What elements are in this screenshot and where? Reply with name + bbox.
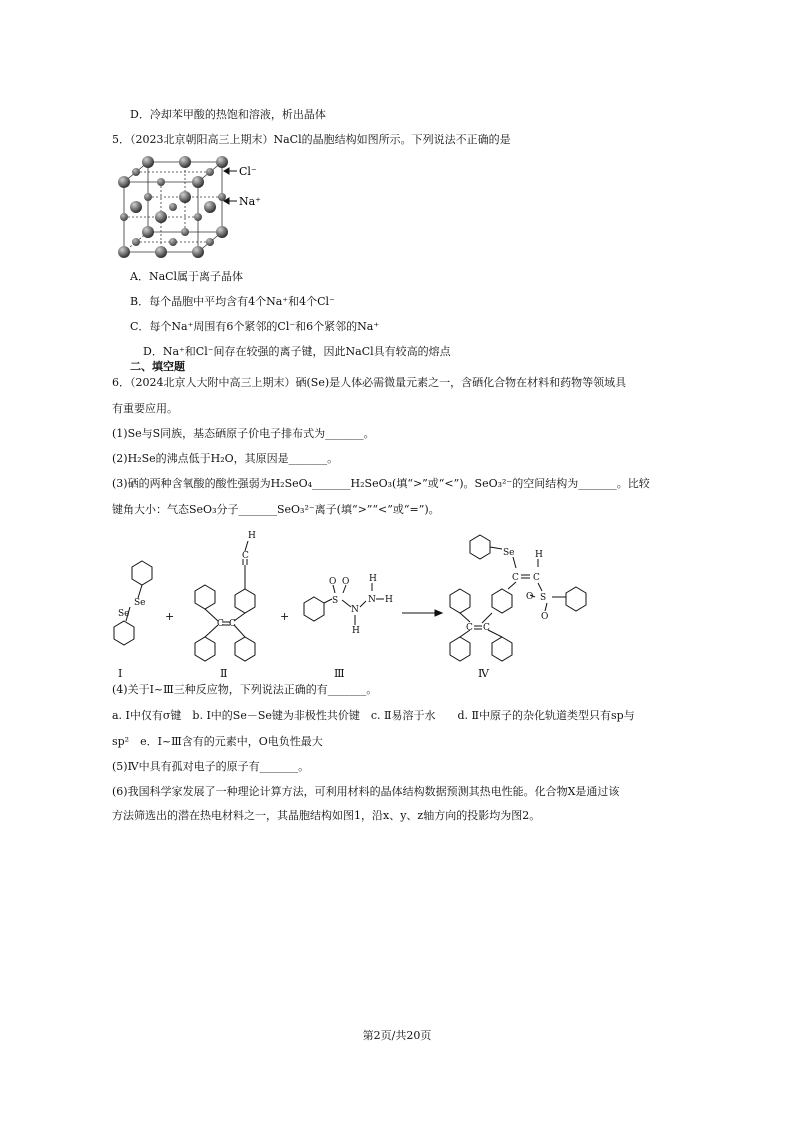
- q5-option-a: A．NaCl属于离子晶体: [130, 270, 244, 283]
- atom-n: N: [368, 595, 376, 605]
- plus-sign: +: [280, 610, 290, 623]
- benzene-ring: [235, 589, 255, 613]
- atom-h: H: [352, 626, 360, 636]
- page-footer: 第2页/共20页: [362, 1029, 432, 1042]
- benzene-ring: [492, 589, 512, 613]
- nacl-crystal-figure: [112, 152, 282, 262]
- atom-h: H: [248, 531, 256, 541]
- q4-option-d: D．冷却苯甲酸的热饱和溶液，析出晶体: [130, 108, 326, 121]
- q6-part1: (1)Se与S同族，基态硒原子价电子排布式为_______。: [112, 427, 375, 440]
- q6-stem-line1: 6．（2024北京人大附中高三上期末）硒(Se)是人体必需微量元素之一，含硒化合物在材料和药物等领域具: [112, 376, 627, 389]
- benzene-ring: [450, 637, 470, 661]
- q6-part5: (5)Ⅳ中具有孤对电子的原子有_______。: [112, 760, 310, 773]
- atom-se: Se: [118, 609, 130, 619]
- q6-part4: (4)关于Ⅰ~Ⅲ三种反应物，下列说法正确的有_______。: [112, 683, 378, 696]
- label-compound-1: Ⅰ: [118, 667, 123, 680]
- atom-h: H: [385, 595, 393, 605]
- atom-h: H: [369, 574, 377, 584]
- atom-c: C: [483, 623, 490, 633]
- benzene-ring: [114, 621, 134, 645]
- label-compound-3: Ⅲ: [334, 667, 345, 680]
- benzene-ring: [450, 589, 470, 613]
- q6-part2: (2)H₂Se的沸点低于H₂O，其原因是_______。: [112, 452, 339, 465]
- q5-option-d: D．Na⁺和Cl⁻间存在较强的离子键，因此NaCl具有较高的熔点: [143, 345, 451, 358]
- benzene-ring: [195, 637, 215, 661]
- benzene-ring: [235, 637, 255, 661]
- atom-o: O: [541, 612, 549, 622]
- q5-stem: 5．（2023北京朝阳高三上期末）NaCl的晶胞结构如图所示。下列说法不正确的是: [112, 133, 511, 146]
- atom-o: O: [329, 577, 337, 587]
- atom-o: O: [526, 592, 534, 602]
- q6-part4-options-line1: a. Ⅰ中仅有σ键 b. Ⅰ中的Se－Se键为非极性共价键 c. Ⅱ易溶于水 d. Ⅱ中原子的杂化轨道类型只有sp与: [112, 709, 635, 722]
- atom-o: O: [342, 577, 350, 587]
- atom-c: C: [242, 551, 249, 561]
- benzene-ring: [304, 597, 324, 621]
- atom-s: S: [540, 593, 547, 603]
- benzene-ring: [492, 637, 512, 661]
- q5-option-b: B．每个晶胞中平均含有4个Na⁺和4个Cl⁻: [130, 295, 335, 308]
- benzene-ring: [195, 585, 215, 609]
- q6-part6-line2: 方法筛选出的潜在热电材料之一，其晶胞结构如图1，沿x、y、z轴方向的投影均为图2。: [112, 809, 541, 822]
- q6-part4-options-line2: sp² e．Ⅰ~Ⅲ含有的元素中，O电负性最大: [112, 735, 323, 748]
- atom-c: C: [217, 619, 224, 629]
- q6-part3-line1: (3)硒的两种含氧酸的酸性强弱为H₂SeO₄_______H₂SeO₃(填“>”或“<”)。SeO₃²⁻的空间结构为_______。比较: [112, 477, 650, 490]
- benzene-ring: [132, 561, 152, 585]
- section-heading: 二、填空题: [130, 360, 185, 373]
- atom-c: C: [512, 573, 519, 583]
- q5-option-c: C．每个Na⁺周围有6个紧邻的Cl⁻和6个紧邻的Na⁺: [130, 320, 380, 333]
- atom-c: C: [533, 573, 540, 583]
- plus-sign: +: [165, 610, 175, 623]
- cl-label: Cl⁻: [239, 165, 257, 178]
- atom-se: Se: [503, 548, 515, 558]
- benzene-ring: [566, 587, 586, 611]
- atom-c: C: [466, 623, 473, 633]
- q6-part3-line2: 键角大小：气态SeO₃分子_______SeO₃²⁻离子(填“>”“<”或“=”)。: [112, 503, 440, 516]
- label-compound-2: Ⅱ: [220, 667, 228, 680]
- reaction-scheme: [110, 525, 670, 685]
- atom-n: N: [351, 605, 359, 615]
- na-label: Na⁺: [239, 195, 261, 208]
- q6-stem-line2: 有重要应用。: [112, 402, 178, 415]
- benzene-ring: [470, 535, 490, 559]
- atom-c: C: [229, 619, 236, 629]
- q6-part6-line1: (6)我国科学家发展了一种理论计算方法，可利用材料的晶体结构数据预测其热电性能。化合物X是通过该: [112, 785, 620, 798]
- atom-h: H: [535, 550, 543, 560]
- label-compound-4: Ⅳ: [478, 667, 489, 680]
- atom-se: Se: [134, 598, 146, 608]
- atom-s: S: [332, 596, 339, 606]
